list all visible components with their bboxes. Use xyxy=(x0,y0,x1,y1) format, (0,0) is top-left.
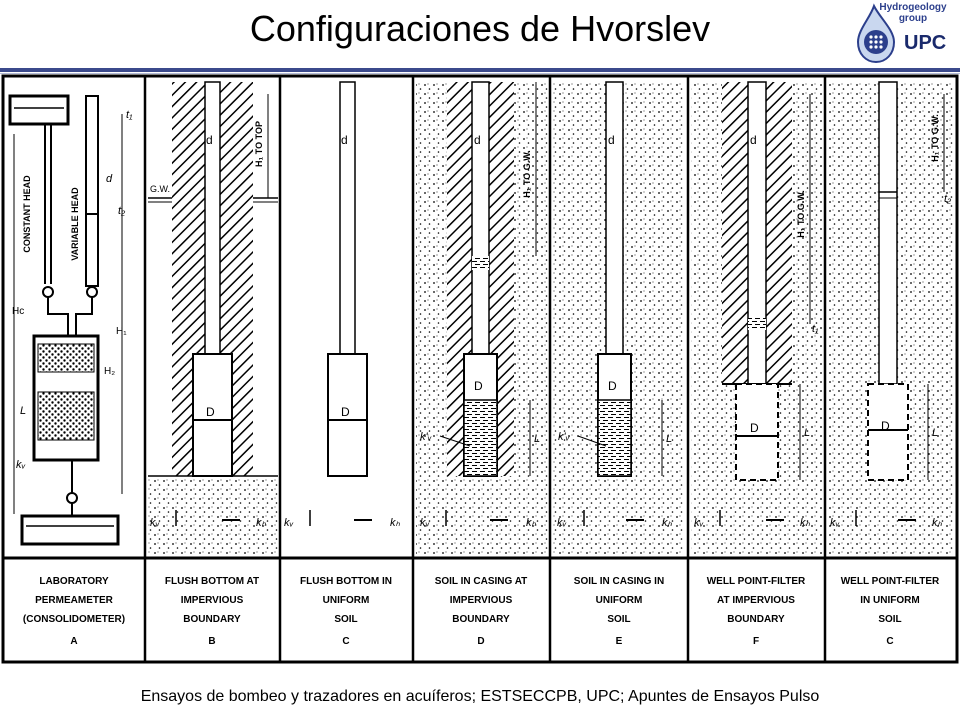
hvorslev-diagram xyxy=(0,74,960,664)
D-label: D xyxy=(474,379,483,393)
d-label: d xyxy=(206,133,213,147)
D-label: D xyxy=(608,379,617,393)
svg-text:C: C xyxy=(886,636,894,647)
svg-text:WELL POINT-FILTER: WELL POINT-FILTER xyxy=(706,576,806,587)
page-title: Configuraciones de Hvorslev xyxy=(249,8,711,49)
overflow-tank xyxy=(22,516,118,544)
panel-c xyxy=(284,82,401,529)
h1-label: H₁ xyxy=(116,326,127,337)
svg-text:SOIL IN CASING IN: SOIL IN CASING IN xyxy=(573,576,665,587)
svg-text:IMPERVIOUS: IMPERVIOUS xyxy=(449,595,513,606)
kv-label: kᵥ xyxy=(16,459,26,471)
svg-text:SOIL: SOIL xyxy=(607,614,631,625)
t2-label: t₂ xyxy=(118,205,126,217)
svg-text:BOUNDARY: BOUNDARY xyxy=(452,614,510,625)
panel-b xyxy=(148,82,278,555)
t1-label: t₁ xyxy=(812,323,819,335)
captions xyxy=(23,576,940,647)
caption-c xyxy=(300,576,392,647)
svg-text:D: D xyxy=(477,636,485,647)
caption-e xyxy=(574,576,664,647)
standpipe xyxy=(748,82,766,384)
D-label: D xyxy=(206,405,215,419)
svg-text:FLUSH BOTTOM AT: FLUSH BOTTOM AT xyxy=(164,576,260,587)
valve-icon xyxy=(87,287,97,297)
d-label: d xyxy=(106,173,113,185)
svg-text:SOIL IN CASING AT: SOIL IN CASING AT xyxy=(434,576,528,587)
kv-label: kᵥ xyxy=(150,517,160,529)
panel-e xyxy=(553,82,685,555)
panel-a xyxy=(10,96,133,544)
kv-label: kᵥ xyxy=(284,517,294,529)
l-label: L xyxy=(804,427,811,439)
svg-text:UNIFORM: UNIFORM xyxy=(595,595,643,606)
panel-d xyxy=(416,82,548,555)
kv-prime-label: k'ᵥ xyxy=(420,431,432,443)
d-label: d xyxy=(750,133,757,147)
kv-prime-label: k'ᵥ xyxy=(558,431,570,443)
kh-label: kₕ xyxy=(662,517,672,529)
svg-text:BOUNDARY: BOUNDARY xyxy=(183,614,241,625)
D-label: D xyxy=(881,419,890,433)
caption-g xyxy=(841,576,940,647)
caption-b xyxy=(165,576,259,647)
l-label: L xyxy=(20,405,27,417)
constant-head-tank xyxy=(10,96,68,124)
soil-in-casing xyxy=(598,400,631,476)
svg-text:IMPERVIOUS: IMPERVIOUS xyxy=(180,595,244,606)
h2-label: H₂ xyxy=(104,366,116,377)
panel-f xyxy=(691,82,823,555)
svg-text:WELL POINT-FILTER: WELL POINT-FILTER xyxy=(840,576,940,587)
kh-label: kₕ xyxy=(390,517,400,529)
kh-label: kₕ xyxy=(800,517,810,529)
kh-label: kₕ xyxy=(256,517,266,529)
kv-label: kᵥ xyxy=(420,517,430,529)
svg-text:UNIFORM: UNIFORM xyxy=(322,595,370,606)
hc-label: Hc xyxy=(12,306,25,317)
D-label: D xyxy=(341,405,350,419)
panel-g xyxy=(828,82,955,555)
svg-text:C: C xyxy=(342,636,350,647)
svg-text:PERMEAMETER: PERMEAMETER xyxy=(35,595,113,606)
variable-head-standpipe xyxy=(86,96,98,286)
d-label: d xyxy=(608,133,615,147)
standpipe xyxy=(205,82,220,354)
svg-text:A: A xyxy=(70,636,78,647)
kv-label: kᵥ xyxy=(557,517,567,529)
title-rule xyxy=(0,68,960,72)
caption-a xyxy=(23,576,125,647)
svg-text:IN UNIFORM: IN UNIFORM xyxy=(860,595,920,606)
valve-icon xyxy=(43,287,53,297)
kv-label: kᵥ xyxy=(694,517,704,529)
h-to-gw-label: H₁ TO G.W. xyxy=(796,190,806,238)
gw-label: G.W. xyxy=(150,184,170,194)
D-label: D xyxy=(750,421,759,435)
kh-label: kₕ xyxy=(526,517,536,529)
kh-label: kₕ xyxy=(932,517,942,529)
svg-text:B: B xyxy=(208,636,216,647)
svg-text:E: E xyxy=(615,636,623,647)
t1-label: t₁ xyxy=(126,109,133,121)
svg-text:AT IMPERVIOUS: AT IMPERVIOUS xyxy=(717,595,795,606)
h-to-gw-label: H₁ TO G.W. xyxy=(522,150,532,198)
upc-hydrogeology-logo xyxy=(852,0,952,66)
svg-text:SOIL: SOIL xyxy=(334,614,358,625)
standpipe xyxy=(340,82,355,354)
d-label: d xyxy=(474,133,481,147)
kv-label: kᵥ xyxy=(830,517,840,529)
svg-text:SOIL: SOIL xyxy=(878,614,902,625)
d-label: d xyxy=(341,133,348,147)
standpipe xyxy=(879,82,897,384)
svg-text:BOUNDARY: BOUNDARY xyxy=(727,614,785,625)
l-label: L xyxy=(666,433,673,445)
logo-org: UPC xyxy=(904,32,947,54)
svg-text:FLUSH BOTTOM IN: FLUSH BOTTOM IN xyxy=(299,576,393,587)
constant-head-label: CONSTANT HEAD xyxy=(22,175,32,253)
variable-head-label: VARIABLE HEAD xyxy=(70,187,80,261)
svg-text:LABORATORY: LABORATORY xyxy=(39,576,109,587)
h-to-top-label: H₁ TO TOP xyxy=(254,121,264,167)
logo-text: Hydrogeology group xyxy=(879,2,947,24)
l-label: L xyxy=(534,433,541,445)
footer-citation: Ensayos de bombeo y trazadores en acuíferos; ESTSECCPB, UPC; Apuntes de Ensayos Pulso xyxy=(140,688,820,705)
standpipe xyxy=(606,82,623,354)
caption-f xyxy=(707,576,806,647)
standpipe xyxy=(472,82,489,354)
t2-label: t₂ xyxy=(944,193,952,205)
valve-icon xyxy=(67,493,77,503)
svg-text:F: F xyxy=(752,636,760,647)
svg-text:(CONSOLIDOMETER): (CONSOLIDOMETER) xyxy=(22,614,126,625)
l-label: L xyxy=(932,427,939,439)
caption-d xyxy=(435,576,528,647)
soil-in-casing xyxy=(464,400,497,476)
h-to-gw-label: H₁ TO G.W. xyxy=(930,114,940,162)
